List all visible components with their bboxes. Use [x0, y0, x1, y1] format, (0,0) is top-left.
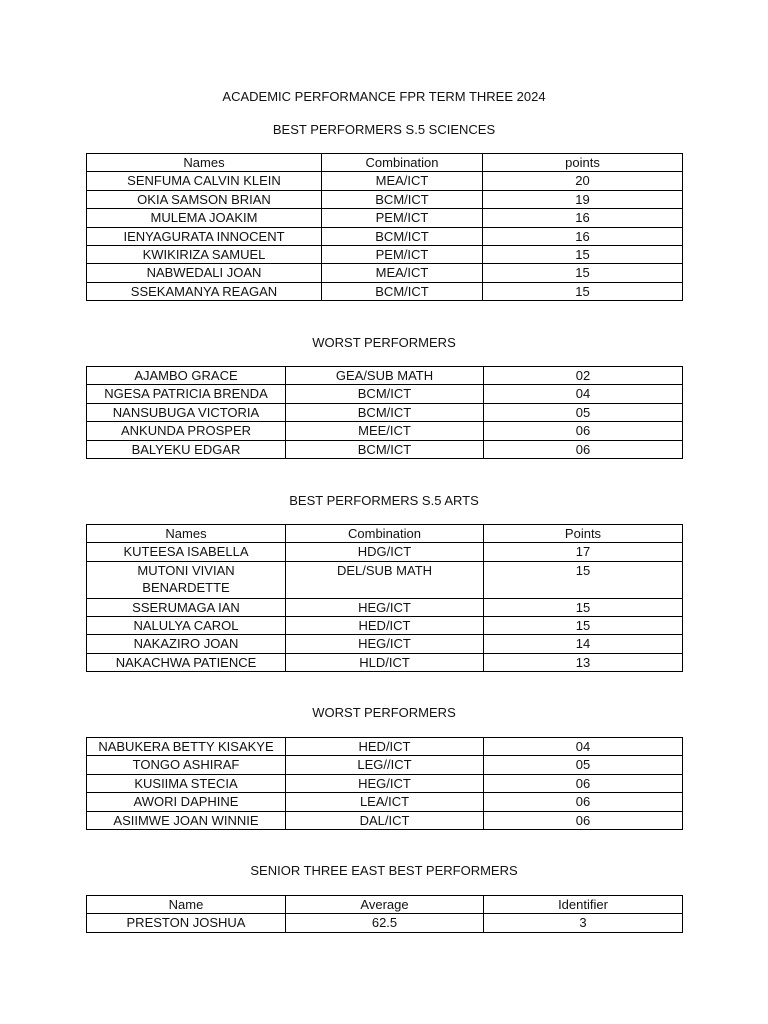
cell-points: 06 — [484, 793, 683, 811]
cell-name: ANKUNDA PROSPER — [87, 422, 286, 440]
table-row — [87, 811, 683, 829]
cell-name: AJAMBO GRACE — [87, 367, 286, 385]
cell-points: 15 — [484, 617, 683, 635]
cell-points: 15 — [483, 246, 683, 264]
table-row — [87, 653, 683, 671]
cell-points: 06 — [484, 811, 683, 829]
cell-combination: MEE/ICT — [286, 422, 484, 440]
cell-combination: DEL/SUB MATH — [286, 561, 484, 598]
cell-points: 05 — [484, 403, 683, 421]
s5-arts-best-heading: BEST PERFORMERS S.5 ARTS — [289, 493, 479, 508]
table-row — [87, 282, 683, 300]
cell-name: PRESTON JOSHUA — [87, 914, 286, 932]
column-header-name: Name — [87, 896, 286, 914]
cell-name: KWIKIRIZA SAMUEL — [87, 246, 322, 264]
table-row — [87, 617, 683, 635]
cell-combination: BCM/ICT — [286, 440, 484, 458]
table-row — [87, 403, 683, 421]
cell-identifier: 3 — [484, 914, 683, 932]
cell-name: NAKACHWA PATIENCE — [87, 653, 286, 671]
cell-combination: HEG/ICT — [286, 598, 484, 616]
cell-combination: MEA/ICT — [322, 264, 483, 282]
cell-points: 06 — [484, 422, 683, 440]
cell-name: IENYAGURATA INNOCENT — [87, 227, 322, 245]
cell-name: NALULYA CAROL — [87, 617, 286, 635]
table-row — [87, 543, 683, 561]
s5-arts-worst-heading: WORST PERFORMERS — [312, 705, 456, 720]
table-row — [87, 598, 683, 616]
cell-points: 06 — [484, 774, 683, 792]
s3-east-best-heading: SENIOR THREE EAST BEST PERFORMERS — [250, 863, 518, 878]
table-row — [87, 440, 683, 458]
table-row — [87, 172, 683, 190]
column-header-points: Points — [484, 525, 683, 543]
cell-name: SSERUMAGA IAN — [87, 598, 286, 616]
s5-sciences-best-heading: BEST PERFORMERS S.5 SCIENCES — [272, 122, 496, 137]
s3-east-best-table — [86, 895, 683, 933]
table-row — [87, 227, 683, 245]
cell-average: 62.5 — [286, 914, 484, 932]
column-header-combination: Combination — [322, 154, 483, 172]
table-row — [87, 385, 683, 403]
cell-combination: HDG/ICT — [286, 543, 484, 561]
cell-points: 15 — [483, 264, 683, 282]
column-header-average: Average — [286, 896, 484, 914]
cell-points: 16 — [483, 209, 683, 227]
cell-combination: BCM/ICT — [322, 227, 483, 245]
cell-combination: HEG/ICT — [286, 635, 484, 653]
cell-combination: HED/ICT — [286, 617, 484, 635]
table-row — [87, 635, 683, 653]
cell-combination: DAL/ICT — [286, 811, 484, 829]
table-row — [87, 914, 683, 932]
table-row — [87, 774, 683, 792]
cell-combination: BCM/ICT — [286, 403, 484, 421]
table-row — [87, 756, 683, 774]
cell-points: 15 — [484, 561, 683, 598]
cell-points: 05 — [484, 756, 683, 774]
cell-name: BALYEKU EDGAR — [87, 440, 286, 458]
s5-arts-worst-table — [86, 737, 683, 830]
s5-sciences-worst-heading: WORST PERFORMERS — [312, 335, 456, 350]
cell-name: SSEKAMANYA REAGAN — [87, 282, 322, 300]
s5-arts-best-table — [86, 524, 683, 672]
cell-points: 13 — [484, 653, 683, 671]
table-row — [87, 422, 683, 440]
cell-name: SENFUMA CALVIN KLEIN — [87, 172, 322, 190]
cell-name: TONGO ASHIRAF — [87, 756, 286, 774]
cell-combination: PEM/ICT — [322, 209, 483, 227]
table-header-row — [87, 525, 683, 543]
cell-points: 14 — [484, 635, 683, 653]
column-header-identifier: Identifier — [484, 896, 683, 914]
cell-combination: HED/ICT — [286, 738, 484, 756]
cell-points: 02 — [484, 367, 683, 385]
table-row — [87, 793, 683, 811]
column-header-names: Names — [87, 154, 322, 172]
cell-combination: LEG//ICT — [286, 756, 484, 774]
s5-sciences-worst-table — [86, 366, 683, 459]
cell-points: 15 — [483, 282, 683, 300]
cell-name: KUTEESA ISABELLA — [87, 543, 286, 561]
table-row — [87, 738, 683, 756]
cell-combination: HEG/ICT — [286, 774, 484, 792]
column-header-names: Names — [87, 525, 286, 543]
cell-points: 15 — [484, 598, 683, 616]
cell-name: NGESA PATRICIA BRENDA — [87, 385, 286, 403]
column-header-combination: Combination — [286, 525, 484, 543]
cell-combination: BCM/ICT — [322, 190, 483, 208]
cell-name: NABWEDALI JOAN — [87, 264, 322, 282]
cell-name: MUTONI VIVIAN BENARDETTE — [87, 561, 286, 598]
table-header-row — [87, 154, 683, 172]
cell-combination: BCM/ICT — [322, 282, 483, 300]
cell-combination: LEA/ICT — [286, 793, 484, 811]
table-row — [87, 264, 683, 282]
s5-sciences-best-table — [86, 153, 683, 301]
table-row — [87, 190, 683, 208]
cell-points: 06 — [484, 440, 683, 458]
table-row — [87, 367, 683, 385]
table-row — [87, 246, 683, 264]
cell-points: 04 — [484, 738, 683, 756]
cell-points: 20 — [483, 172, 683, 190]
page-title: ACADEMIC PERFORMANCE FPR TERM THREE 2024 — [222, 89, 546, 104]
table-row — [87, 561, 683, 598]
cell-points: 04 — [484, 385, 683, 403]
cell-combination: HLD/ICT — [286, 653, 484, 671]
cell-name: NABUKERA BETTY KISAKYE — [87, 738, 286, 756]
column-header-points: points — [483, 154, 683, 172]
cell-name: NAKAZIRO JOAN — [87, 635, 286, 653]
table-header-row — [87, 896, 683, 914]
cell-name: ASIIMWE JOAN WINNIE — [87, 811, 286, 829]
cell-combination: MEA/ICT — [322, 172, 483, 190]
cell-points: 16 — [483, 227, 683, 245]
cell-points: 17 — [484, 543, 683, 561]
table-row — [87, 209, 683, 227]
cell-name: AWORI DAPHINE — [87, 793, 286, 811]
cell-name: NANSUBUGA VICTORIA — [87, 403, 286, 421]
cell-name: KUSIIMA STECIA — [87, 774, 286, 792]
cell-combination: GEA/SUB MATH — [286, 367, 484, 385]
cell-combination: PEM/ICT — [322, 246, 483, 264]
cell-name: OKIA SAMSON BRIAN — [87, 190, 322, 208]
cell-name: MULEMA JOAKIM — [87, 209, 322, 227]
cell-points: 19 — [483, 190, 683, 208]
cell-combination: BCM/ICT — [286, 385, 484, 403]
